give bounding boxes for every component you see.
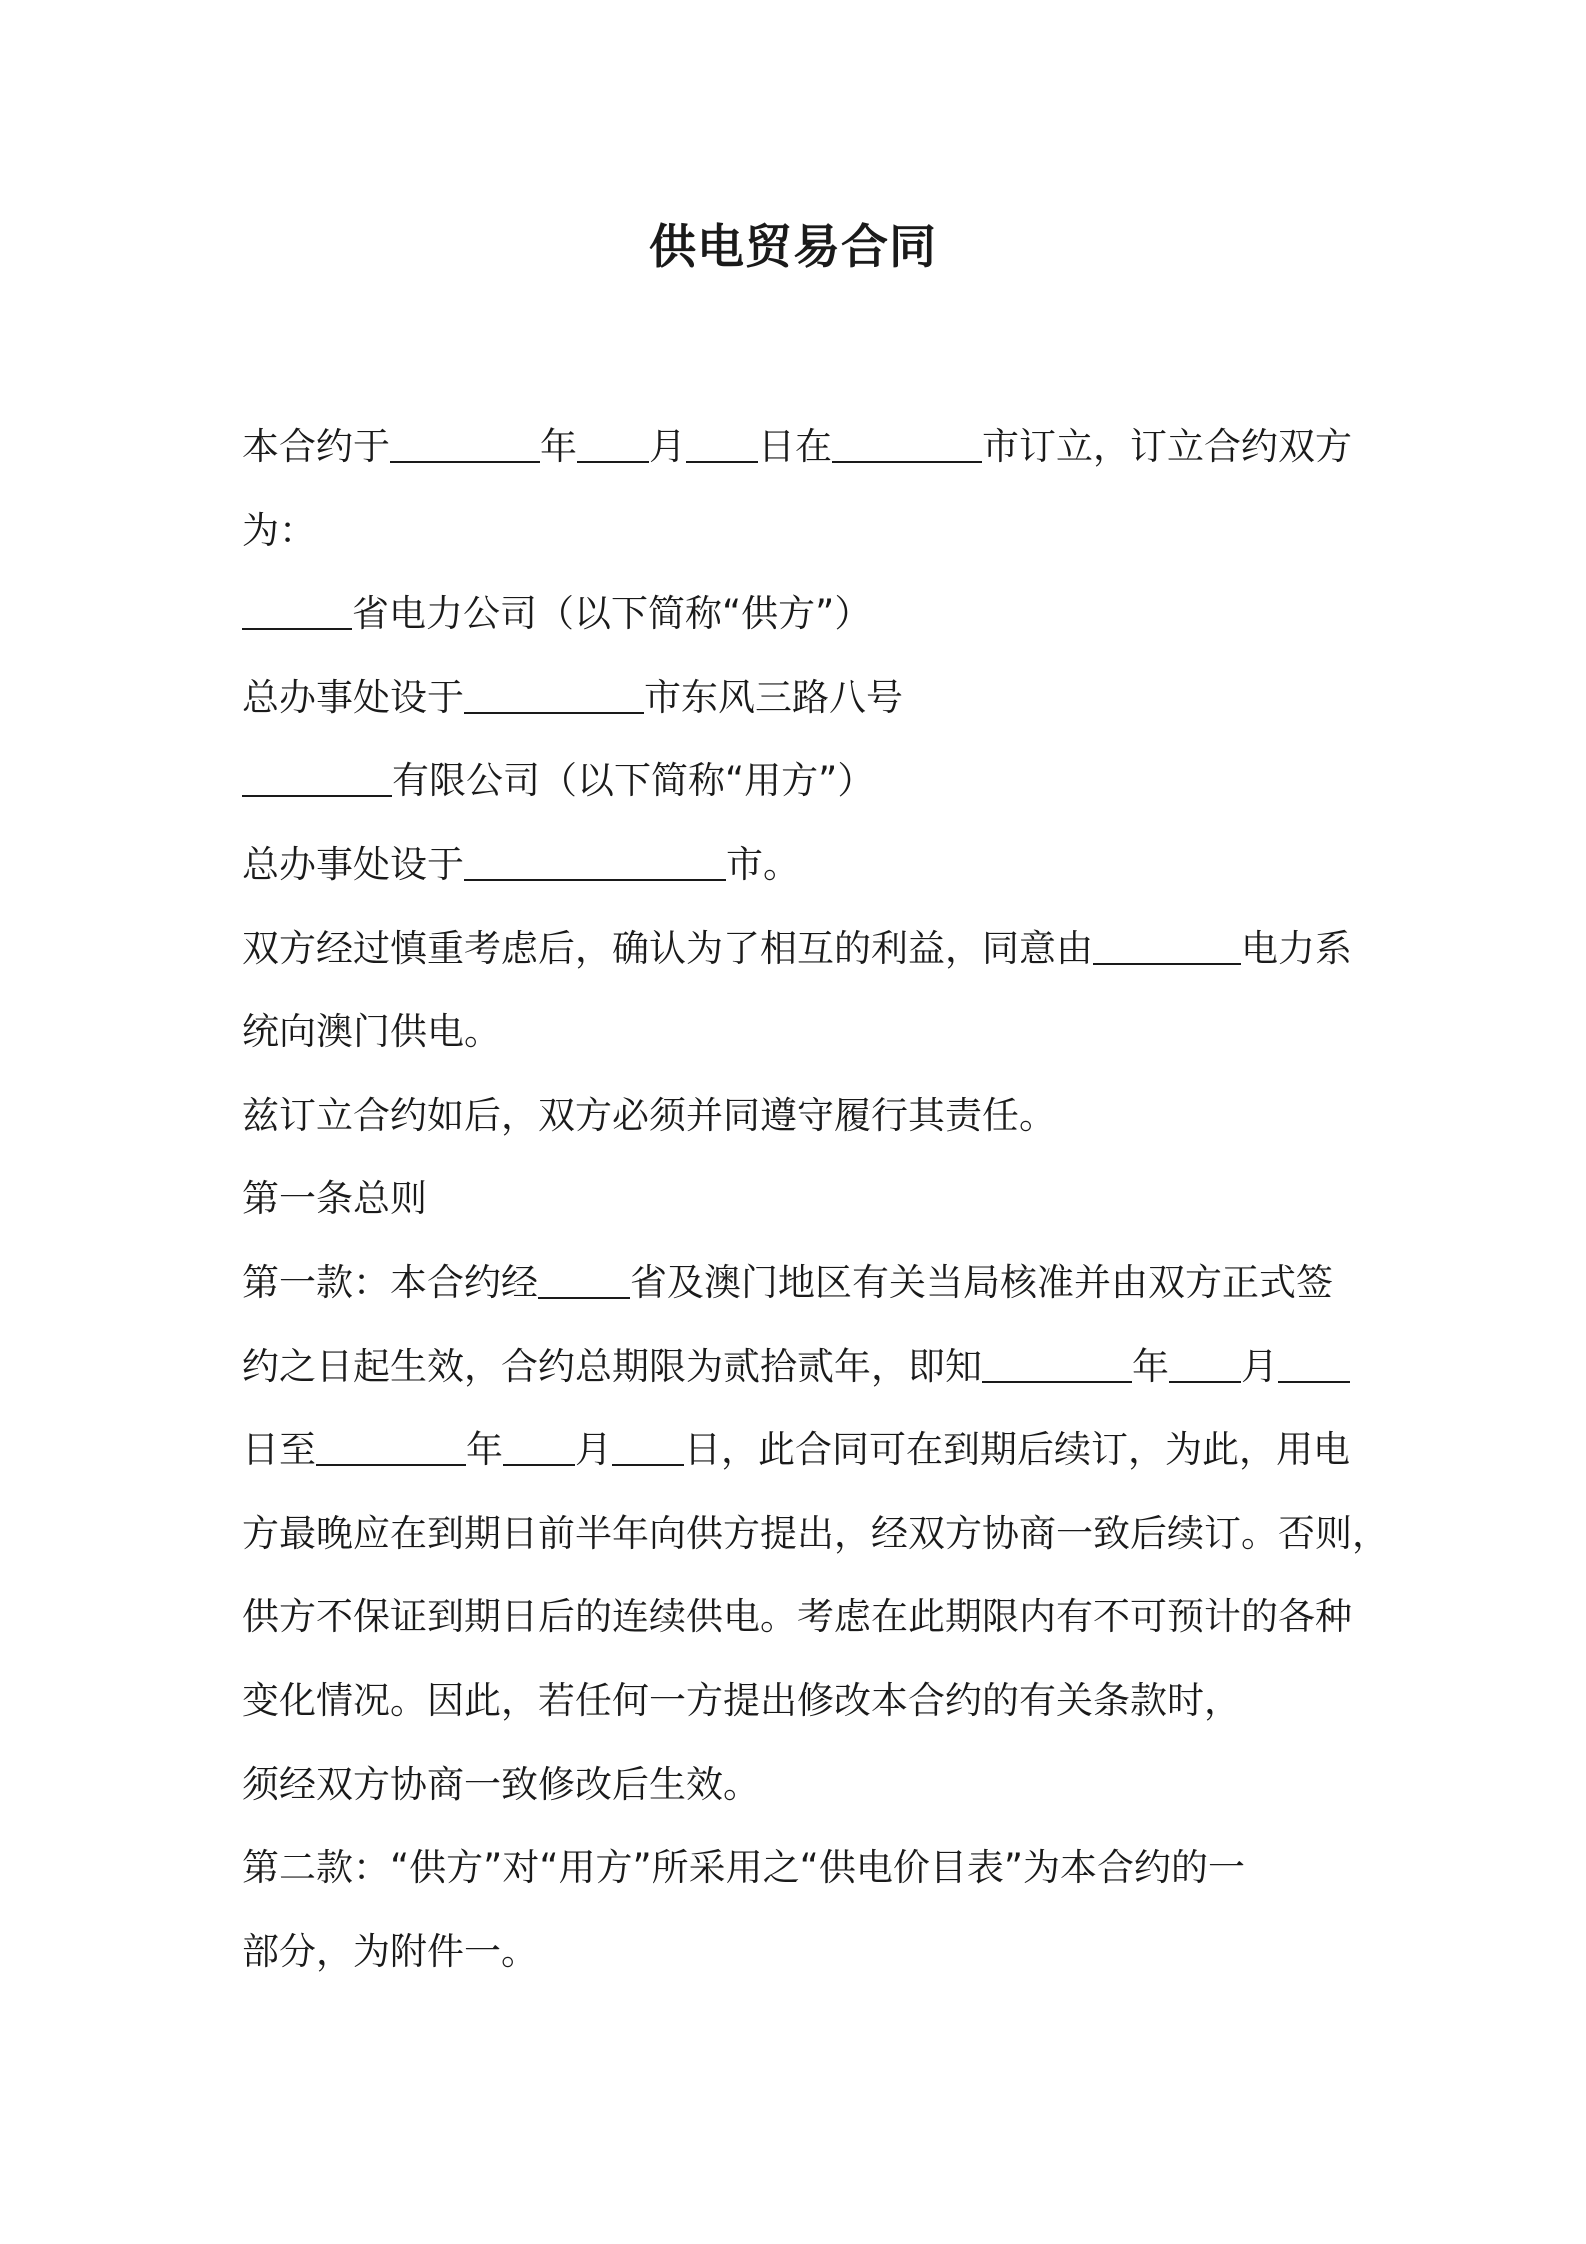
line-text: 月 [649, 425, 686, 468]
paragraph-line [242, 1826, 1362, 1910]
fill-in-blank [464, 842, 726, 881]
line-text: 须经双方协商一致修改后生效。 [242, 1762, 760, 1806]
line-text: 兹订立合约如后，双方必须并同遵守履行其责任。 [242, 1093, 1056, 1137]
line-text: 月 [575, 1428, 612, 1472]
line-text: 市订立，订立合约双方 [982, 425, 1352, 468]
line-text: 市东风三路八号 [644, 675, 903, 719]
paragraph-line [242, 1910, 1362, 1994]
line-text: 日，此合同可在到期后续订，为此，用电 [684, 1428, 1350, 1472]
fill-in-blank [832, 424, 982, 463]
line-text: 省电力公司（以下简称“供方”） [352, 592, 872, 636]
line-text: 为： [242, 508, 316, 552]
line-text: 有限公司（以下简称“用方”） [392, 759, 875, 803]
paragraph-line [242, 907, 1362, 991]
fill-in-blank [464, 675, 644, 714]
document-title: 供电贸易合同 [649, 220, 937, 275]
fill-in-blank [577, 424, 649, 463]
paragraph-line [242, 656, 1362, 740]
line-text: 省及澳门地区有关当局核准并由双方正式签 [630, 1260, 1333, 1304]
line-text: 第二款：“供方”对“用方”所采用之“供电价目表”为本合约的一 [242, 1846, 1246, 1890]
fill-in-blank [242, 758, 392, 797]
line-text: 第一条总则 [242, 1177, 427, 1221]
paragraph-line [242, 572, 1362, 656]
line-text: 第一款：本合约经 [242, 1260, 538, 1304]
paragraph-line [242, 1074, 1362, 1158]
line-text: 市。 [726, 842, 800, 886]
paragraph-line [242, 1408, 1362, 1492]
line-text: 电力系 [1241, 926, 1352, 970]
line-text: 本合约于 [242, 425, 390, 468]
line-text: 方最晚应在到期日前半年向供方提出，经双方协商一致后续订。否则， [242, 1511, 1389, 1555]
fill-in-blank [1093, 926, 1241, 965]
line-text: 日在 [758, 425, 832, 468]
paragraph-line [242, 990, 1362, 1074]
line-text: 年 [540, 425, 577, 468]
line-text: 日至 [242, 1428, 316, 1472]
line-text: 总办事处设于 [242, 675, 464, 719]
paragraph-line [242, 1241, 1362, 1325]
paragraph-line [242, 1743, 1362, 1827]
line-text: 总办事处设于 [242, 842, 464, 886]
paragraph-line [242, 739, 1362, 823]
line-text: 供方不保证到期日后的连续供电。考虑在此期限内有不可预计的各种 [242, 1595, 1352, 1639]
fill-in-blank [686, 424, 758, 463]
contract-body [242, 405, 1389, 1993]
line-text: 统向澳门供电。 [242, 1010, 501, 1054]
fill-in-blank [316, 1427, 466, 1466]
paragraph-line [242, 1659, 1362, 1743]
fill-in-blank [612, 1427, 684, 1466]
line-text: 部分，为附件一。 [242, 1929, 538, 1973]
fill-in-blank [242, 591, 352, 630]
line-text: 变化情况。因此，若任何一方提出修改本合约的有关条款时， [242, 1678, 1241, 1722]
paragraph-line [242, 1325, 1362, 1409]
line-text: 双方经过慎重考虑后，确认为了相互的利益，同意由 [242, 926, 1093, 970]
paragraph-line [242, 489, 1362, 573]
paragraph-line [242, 405, 1362, 489]
paragraph-line [242, 1157, 1362, 1241]
line-text: 年 [1132, 1344, 1169, 1388]
fill-in-blank [1278, 1344, 1350, 1383]
paragraph-line [242, 823, 1362, 907]
fill-in-blank [538, 1260, 630, 1299]
fill-in-blank [982, 1344, 1132, 1383]
fill-in-blank [1169, 1344, 1241, 1383]
paragraph-line [242, 1492, 1389, 1576]
paragraph-line [242, 1575, 1362, 1659]
line-text: 年 [466, 1428, 503, 1472]
line-text: 月 [1241, 1344, 1278, 1388]
line-text: 约之日起生效，合约总期限为贰拾贰年，即知 [242, 1344, 982, 1388]
fill-in-blank [503, 1427, 575, 1466]
fill-in-blank [390, 424, 540, 463]
